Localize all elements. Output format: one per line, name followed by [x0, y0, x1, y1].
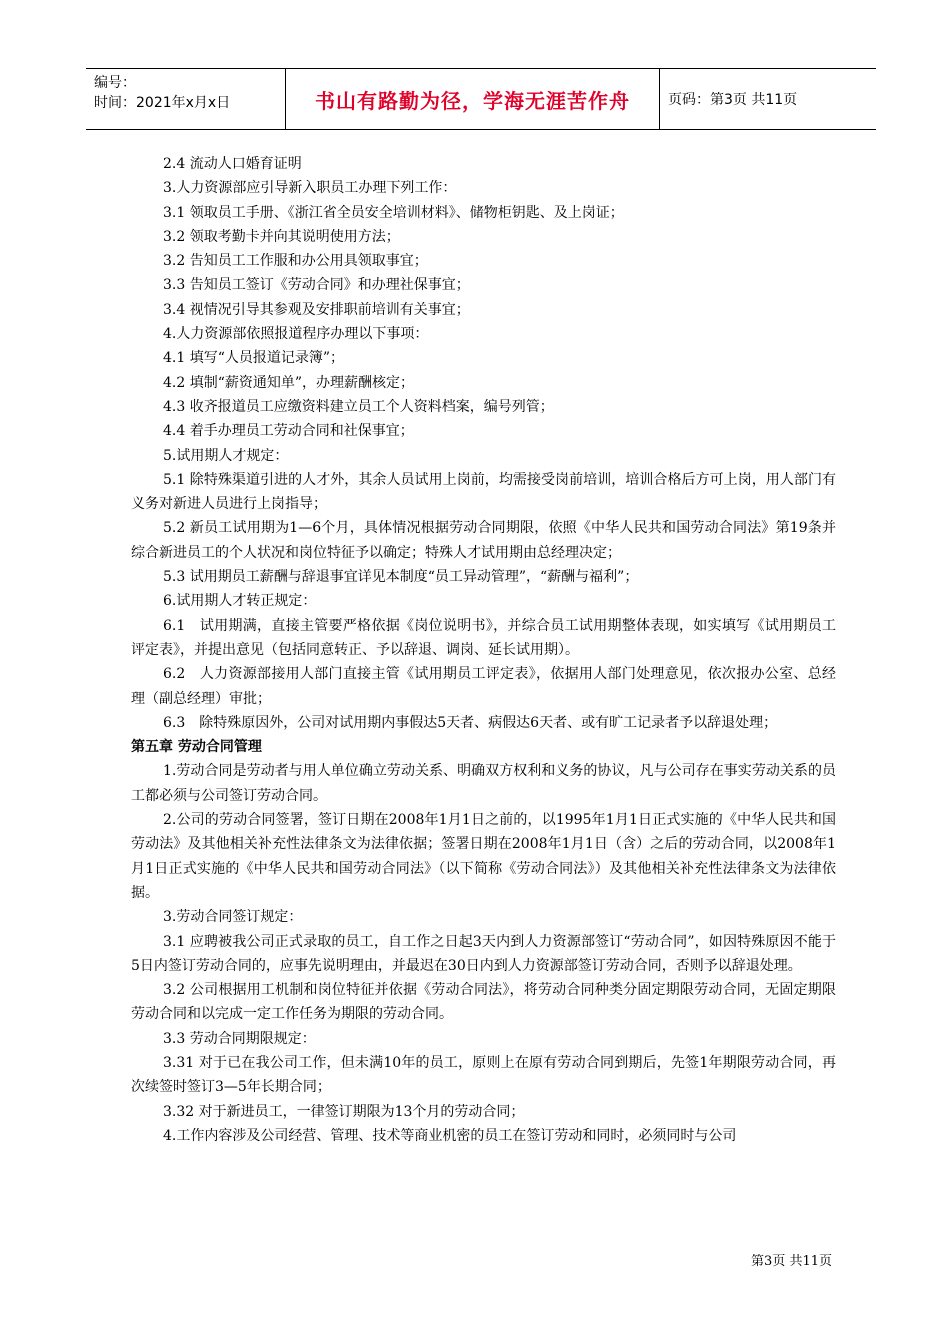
paragraph: 3.劳动合同签订规定：: [163, 909, 303, 926]
paragraph: 6.3 除特殊原因外，公司对试用期内事假达5天者、病假达6天者、或有旷工记录者予以辞退处理；: [163, 714, 778, 731]
paragraph: 3.4 视情况引导其参观及安排职前培训有关事宜；: [163, 301, 470, 318]
paragraph: 6.1 试用期满，直接主管要严格依据《岗位说明书》，并综合员工试用期整体表现，如实填写《试用期员工评定表》，并提出意见（包括同意转正、予以辞退、调岗、延长试用期）。: [131, 617, 836, 658]
paragraph: 1.劳动合同是劳动者与用人单位确立劳动关系、明确双方权利和义务的协议，凡与公司存在事实劳动关系的员工都必须与公司签订劳动合同。: [131, 763, 836, 804]
document-time-label: 时间：2021年x月x日: [94, 95, 231, 111]
paragraph: 3.32 对于新进员工，一律签订期限为13个月的劳动合同；: [163, 1103, 525, 1120]
paragraph: 4.工作内容涉及公司经营、管理、技术等商业机密的员工在签订劳动和同时，必须同时与公司: [163, 1127, 737, 1144]
header-page-info: 页码：第3页 共11页: [668, 92, 798, 108]
paragraph: 3.3 告知员工签订《劳动合同》和办理社保事宜；: [163, 277, 470, 294]
document-body: [131, 152, 836, 1148]
paragraph: 3.3 劳动合同期限规定：: [163, 1030, 316, 1047]
paragraph: 2.4 流动人口婚育证明: [163, 156, 302, 172]
paragraph: 3.1 应聘被我公司正式录取的员工，自工作之日起3天内到人力资源部签订“劳动合同”，如因特殊原因不能于5日内签订劳动合同的，应事先说明理由，并最迟在30日内到人力资源部签订劳动合同，否则予以辞退处理。: [131, 933, 836, 974]
page-header: [86, 68, 876, 130]
paragraph: 2.公司的劳动合同签署，签订日期在2008年1月1日之前的，以1995年1月1日正式实施的《中华人民共和国劳动法》及其他相关补充性法律条文为法律依据；签署日期在2008年1月1日（含）之后的劳动合同，以2008年1月1日正式实施的《中华人民共和国劳动合同法》（以下简称《劳动合同法》）及其他相关补充性法律条文为法律依据。: [131, 812, 836, 901]
paragraph: 4.4 着手办理员工劳动合同和社保事宜；: [163, 423, 414, 440]
paragraph: 3.2 领取考勤卡并向其说明使用方法；: [163, 228, 400, 245]
paragraph: 3.2 告知员工工作服和办公用具领取事宜；: [163, 253, 428, 270]
header-motto: 书山有路勤为径，学海无涯苦作舟: [286, 69, 660, 129]
paragraph: 5.2 新员工试用期为1—6个月，具体情况根据劳动合同期限，依照《中华人民共和国劳动合同法》第19条并综合新进员工的个人状况和岗位特征予以确定；特殊人才试用期由总经理决定；: [131, 520, 836, 561]
chapter-heading: 第五章 劳动合同管理: [131, 739, 262, 756]
paragraph: 6.试用期人才转正规定：: [163, 593, 317, 610]
paragraph: 3.31 对于已在我公司工作，但未满10年的员工，原则上在原有劳动合同到期后，先签1年期限劳动合同，再次续签时签订3—5年长期合同；: [131, 1054, 836, 1096]
document-number-label: 编号：: [94, 75, 136, 91]
paragraph: 5.3 试用期员工薪酬与辞退事宜详见本制度“员工异动管理”，“薪酬与福利”；: [163, 569, 639, 586]
paragraph: 3.人力资源部应引导新入职员工办理下列工作：: [163, 180, 457, 197]
paragraph: 4.1 填写“人员报道记录簿”；: [163, 350, 345, 367]
paragraph: 3.1 领取员工手册、《浙江省全员安全培训材料》、储物柜钥匙、及上岗证；: [163, 204, 624, 221]
paragraph: 5.试用期人才规定：: [163, 447, 289, 464]
page-footer: 第3页 共11页: [751, 1254, 832, 1269]
paragraph: 4.2 填制“薪资通知单”，办理薪酬核定；: [163, 374, 415, 391]
paragraph: 5.1 除特殊渠道引进的人才外，其余人员试用上岗前，均需接受岗前培训，培训合格后方可上岗，用人部门有义务对新进人员进行上岗指导；: [131, 471, 836, 513]
paragraph: 4.人力资源部依照报道程序办理以下事项：: [163, 326, 429, 343]
paragraph: 6.2 人力资源部接用人部门直接主管《试用期员工评定表》，依据用人部门处理意见，依次报办公室、总经理（副总经理）审批；: [131, 666, 836, 707]
header-meta: [86, 69, 286, 129]
paragraph: 3.2 公司根据用工机制和岗位特征并依据《劳动合同法》，将劳动合同种类分固定期限劳动合同，无固定期限劳动合同和以完成一定工作任务为期限的劳动合同。: [131, 982, 836, 1023]
paragraph: 4.3 收齐报道员工应缴资料建立员工个人资料档案，编号列管；: [163, 398, 554, 415]
